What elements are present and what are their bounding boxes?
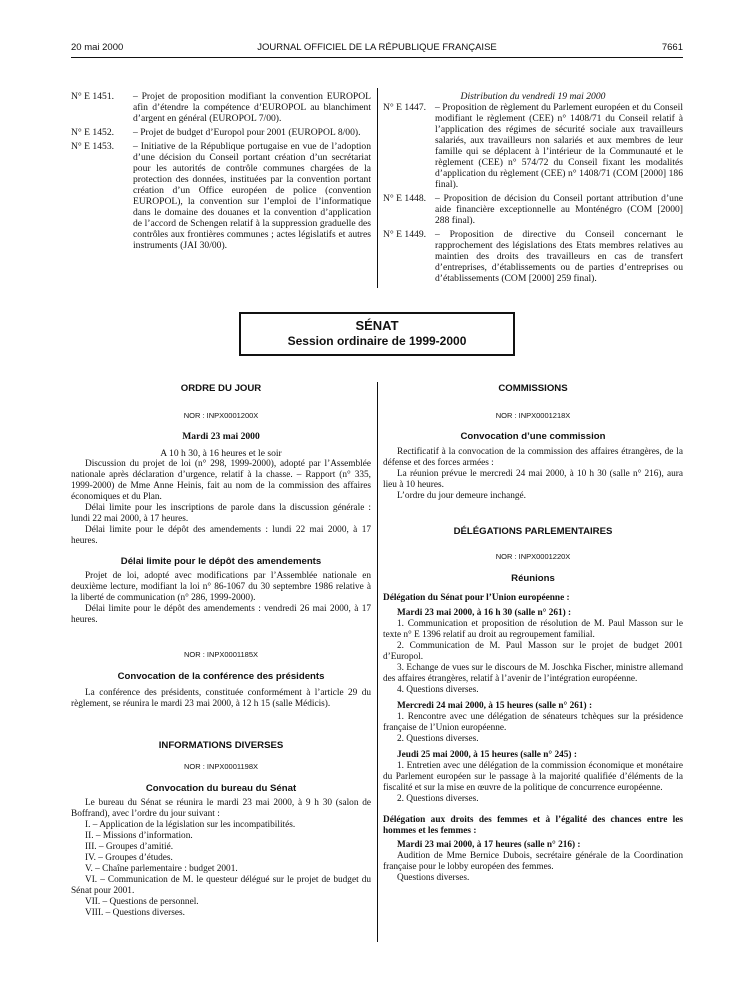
paragraph: L’ordre du jour demeure inchangé. xyxy=(397,491,526,501)
top-right-column xyxy=(383,91,683,287)
page-number: 7661 xyxy=(661,42,683,53)
nor-reference: NOR : INPX0001198X xyxy=(183,762,259,771)
list-item: 1. Entretien avec une délégation de la commission économique et monétaire du Parlement européen sur le passage à la majorité qualifiée d’éléments de la fiscalité et sur la mise en œuvre de la politique de concurrence européenne. xyxy=(383,761,683,793)
list-item: N° E 1448. – Proposition de décision du Conseil portant attribution d’une aide financière exceptionnelle au Monténégro (COM [2000] 288 final). xyxy=(383,193,683,226)
paragraph: Délai limite pour le dépôt des amendements : vendredi 26 mai 2000, à 17 heures. xyxy=(71,604,371,625)
list-item: 1. Rencontre avec une délégation de sénateurs tchèques sur la présidence française de l’Union européenne. xyxy=(383,712,683,733)
list-item: IV. – Groupes d’études. xyxy=(85,853,173,863)
agenda-list xyxy=(71,820,371,919)
list-item: N° E 1449. – Proposition de directive du Conseil concernant le rapprochement des législations des Etats membres relatives au maintien des droits des travailleurs en cas de transfert d’entreprises, d’établissements ou de parties d’entreprises ou d’établissements (COM [2000] 259 final). xyxy=(383,229,683,284)
list-item: VII. – Questions de personnel. xyxy=(85,897,199,907)
header-rule xyxy=(71,57,683,58)
column-divider xyxy=(377,88,378,288)
paragraph: La réunion prévue le mercredi 24 mai 2000, à 10 h 30 (salle n° 216), aura lieu à 10 heures. xyxy=(383,469,683,490)
list-item: 2. Questions diverses. xyxy=(397,734,479,744)
lower-left-column xyxy=(71,383,371,919)
meeting-date: Mardi 23 mai 2000, à 17 heures (salle n° 216) : xyxy=(397,840,581,850)
banner-title: SÉNAT xyxy=(355,318,399,333)
sub-heading: Convocation d’une commission xyxy=(460,431,606,442)
session-time: A 10 h 30, à 16 heures et le soir xyxy=(160,448,282,459)
paragraph: Rectificatif à la convocation de la commission des affaires étrangères, de la défense et des forces armées : xyxy=(383,447,683,468)
paragraph: Délai limite pour le dépôt des amendements : lundi 22 mai 2000, à 17 heures. xyxy=(71,525,371,546)
delegation-heading: Délégation aux droits des femmes et à l’égalité des chances entre les hommes et les femmes : xyxy=(383,815,683,836)
list-item: N° E 1452. – Projet de budget d’Europol pour 2001 (EUROPOL 8/00). xyxy=(71,127,361,138)
top-left-column xyxy=(71,91,371,254)
sub-heading: Convocation du bureau du Sénat xyxy=(145,783,297,794)
journal-title: JOURNAL OFFICIEL DE LA RÉPUBLIQUE FRANÇAISE xyxy=(257,42,497,53)
list-item: III. – Groupes d’amitié. xyxy=(85,842,174,852)
section-heading: ORDRE DU JOUR xyxy=(180,383,262,394)
column-divider xyxy=(377,382,378,942)
list-item: 2. Questions diverses. xyxy=(397,794,479,804)
delegation-heading: Délégation du Sénat pour l’Union européenne : xyxy=(383,593,570,603)
paragraph: Audition de Mme Bernice Dubois, secrétaire générale de la Coordination française pour le lobby européen des femmes. xyxy=(383,851,683,872)
list-item: 3. Echange de vues sur le discours de M. Joschka Fischer, ministre allemand des affaires étrangères, relatif à l’avenir de l’intégration européenne. xyxy=(383,663,683,684)
list-item: II. – Missions d’information. xyxy=(85,831,193,841)
meeting-date: Mardi 23 mai 2000, à 16 h 30 (salle n° 261) : xyxy=(397,608,572,618)
meeting-date: Jeudi 25 mai 2000, à 15 heures (salle n° 245) : xyxy=(397,750,577,760)
paragraph: Questions diverses. xyxy=(397,873,470,883)
senat-banner xyxy=(239,312,515,356)
nor-reference: NOR : INPX0001200X xyxy=(183,411,259,420)
nor-reference: NOR : INPX0001220X xyxy=(495,552,571,561)
list-item: 4. Questions diverses. xyxy=(397,685,479,695)
section-heading: INFORMATIONS DIVERSES xyxy=(158,740,284,751)
list-item: VI. – Communication de M. le questeur délégué sur le projet de budget du Sénat pour 2001. xyxy=(71,875,371,896)
meeting-date: Mercredi 24 mai 2000, à 15 heures (salle n° 261) : xyxy=(397,701,593,711)
list-item: N° E 1453. – Initiative de la République portugaise en vue de l’adoption d’une décision du Conseil portant création d’un secrétariat pour les autorités de contrôle communes chargées de la protection des données, instituées par la convention portant création d’un Office européen de police (convention EUROPOL), la convention sur l’emploi de l’informatique dans le domaine des douanes et la convention d’application de l’accord de Schengen relatif à la suppression graduelle des contrôles aux frontières communes ; actes législatifs et autres instruments (JAI 30/00). xyxy=(71,141,371,251)
nor-reference: NOR : INPX0001185X xyxy=(183,650,259,659)
list-item: N° E 1447. – Proposition de règlement du Parlement européen et du Conseil modifiant le règlement (CEE) n° 1408/71 du Conseil relatif à l’application des régimes de sécurité sociale aux travailleurs salariés, aux travailleurs non salariés et aux membres de leur famille qui se déplacent à l’intérieur de la Communauté et le règlement (CEE) n° 574/72 du Conseil fixant les modalités d’application du règlement (CEE) n° 1408/71 (COM [2000] 186 final). xyxy=(383,102,683,190)
list-item: VIII. – Questions diverses. xyxy=(85,908,185,918)
sub-heading: Réunions xyxy=(511,573,555,584)
section-heading: DÉLÉGATIONS PARLEMENTAIRES xyxy=(453,526,613,537)
paragraph: Délai limite pour les inscriptions de parole dans la discussion générale : lundi 22 mai 2000, à 17 heures. xyxy=(71,503,371,524)
list-item: 1. Communication et proposition de résolution de M. Paul Masson sur le texte n° E 1396 relatif au droit au regroupement familial. xyxy=(383,619,683,640)
paragraph: La conférence des présidents, constituée conformément à l’article 29 du règlement, se réunira le mardi 23 mai 2000, à 12 h 15 (salle Médicis). xyxy=(71,688,371,709)
sub-heading: Délai limite pour le dépôt des amendements xyxy=(120,556,322,567)
paragraph: Projet de loi, adopté avec modifications par l’Assemblée nationale en deuxième lecture, modifiant la loi n° 86-1067 du 30 septembre 1986 relative à la liberté de communication (n° 286, 1999-2000). xyxy=(71,571,371,603)
list-item: V. – Chaîne parlementaire : budget 2001. xyxy=(85,864,238,874)
list-item: N° E 1451. – Projet de proposition modifiant la convention EUROPOL afin d’étendre la compétence d’EUROPOL au blanchiment d’argent en général (EUROPOL 7/00). xyxy=(71,91,371,124)
lower-right-column xyxy=(383,383,683,884)
session-date: Mardi 23 mai 2000 xyxy=(182,431,260,442)
sub-heading: Convocation de la conférence des présidents xyxy=(117,671,325,682)
list-item: 2. Communication de M. Paul Masson sur le projet de budget 2001 d’Europol. xyxy=(383,641,683,662)
paragraph: Le bureau du Sénat se réunira le mardi 23 mai 2000, à 9 h 30 (salon de Boffrand), avec l’ordre du jour suivant : xyxy=(71,798,371,819)
distribution-heading: Distribution du vendredi 19 mai 2000 xyxy=(460,91,606,102)
page-header xyxy=(71,42,683,56)
section-heading: COMMISSIONS xyxy=(498,383,568,394)
paragraph: Discussion du projet de loi (n° 298, 1999-2000), adopté par l’Assemblée nationale après déclaration d’urgence, relatif à la chasse. – Rapport (n° 335, 1999-2000) de Mme Anne Heinis, fait au nom de la commission des affaires économiques et du Plan. xyxy=(71,459,371,502)
nor-reference: NOR : INPX0001218X xyxy=(495,411,571,420)
banner-subtitle: Session ordinaire de 1999-2000 xyxy=(287,334,467,348)
list-item: I. – Application de la législation sur les incompatibilités. xyxy=(85,820,296,830)
issue-date: 20 mai 2000 xyxy=(71,42,124,53)
